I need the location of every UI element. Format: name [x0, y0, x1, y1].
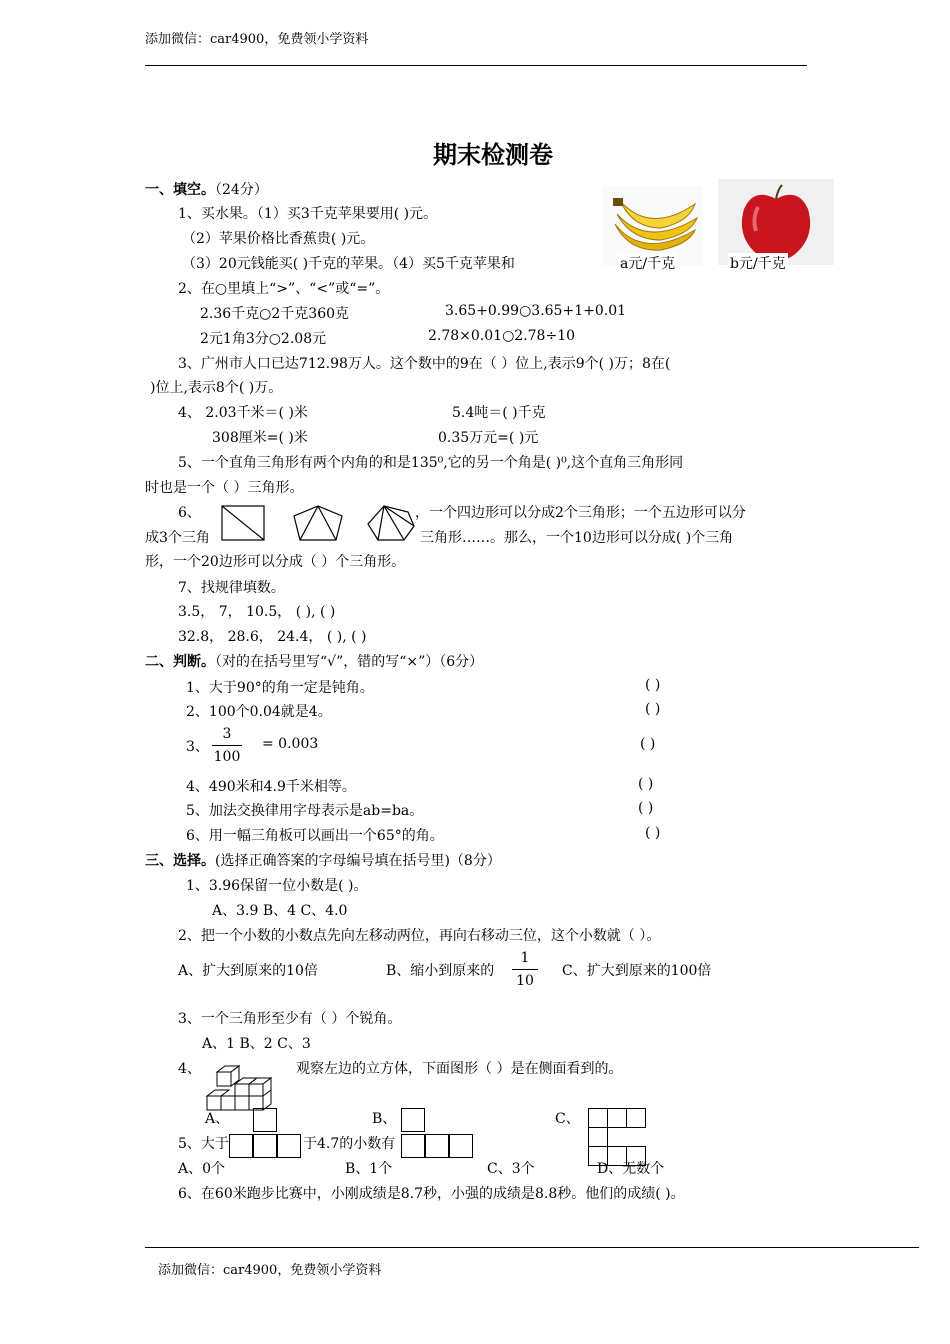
- choice-q2-option-b: B、缩小到原来的: [386, 963, 495, 979]
- choice-q4-option-c: C、: [555, 1111, 580, 1127]
- judge-paren-6[interactable]: ( ): [645, 825, 661, 841]
- q7-intro: 7、找规律填数。: [178, 580, 285, 596]
- q1-line2: （2）苹果价格比香蕉贵( )元。: [182, 231, 375, 247]
- judge-paren-4[interactable]: ( ): [638, 776, 654, 792]
- q2-intro: 2、在○里填上“>”、“<”或“=”。: [178, 281, 390, 297]
- q6-line2-rest: 三角形……。那么，一个10边形可以分成( )个三角: [420, 530, 734, 546]
- view-b-cell: [425, 1134, 449, 1158]
- fraction-numerator: 1: [520, 950, 530, 966]
- section2-heading-line: [145, 651, 483, 671]
- page-footer: 添加微信：car4900，免费领小学资料: [158, 1263, 382, 1278]
- q6-line1-rest: ，一个四边形可以分成2个三角形；一个五边形可以分: [415, 505, 746, 521]
- section2-heading: 二、判断。: [145, 654, 215, 670]
- section2-note: （对的在括号里写“√”，错的写“×”）（6分）: [215, 654, 484, 670]
- q2-d: 2.78×0.01○2.78÷10: [428, 328, 576, 344]
- q2-a: 2.36千克○2千克360克: [200, 306, 350, 322]
- choice-q5-rest: 于4.7的小数有: [303, 1136, 396, 1152]
- banana-price: a元/千克: [618, 253, 677, 273]
- q4-b: 5.4吨＝( )千克: [452, 405, 546, 421]
- q2-c: 2元1角3分○2.08元: [200, 331, 327, 347]
- judge-item-6: 6、用一幅三角板可以画出一个65°的角。: [186, 828, 444, 844]
- quadrilateral-figure: [222, 506, 264, 540]
- judge-paren-3[interactable]: ( ): [640, 736, 656, 752]
- view-b-cell: [401, 1108, 425, 1132]
- choice-q4-num: 4、: [178, 1061, 201, 1077]
- choice-q5-option-a: A、0个: [178, 1161, 226, 1177]
- choice-q4-option-a: A、: [205, 1111, 230, 1127]
- q3-line1: 3、广州市人口已达712.98万人。这个数中的9在（ ）位上,表示9个( )万；8在(: [178, 356, 671, 372]
- choice-q1-options: A、3.9 B、4 C、4.0: [212, 903, 348, 919]
- q6-line2-start: 成3个三角: [145, 530, 210, 546]
- judge-paren-2[interactable]: ( ): [645, 701, 661, 717]
- choice-q2-fraction: [512, 950, 538, 989]
- choice-q3-options: A、1 B、2 C、3: [202, 1036, 311, 1052]
- fraction-numerator: 3: [222, 726, 232, 742]
- footer-rule: [145, 1247, 919, 1248]
- polygon-figures: [218, 502, 418, 544]
- choice-q6: 6、在60米跑步比赛中，小刚成绩是8.7秒，小强的成绩是8.8秒。他们的成绩( )。: [178, 1186, 685, 1202]
- q5-line2: 时也是一个（ ）三角形。: [145, 480, 304, 496]
- judge-item-3-fraction: [212, 726, 242, 765]
- choice-q3: 3、一个三角形至少有（ ）个锐角。: [178, 1011, 402, 1027]
- view-c-cell: [607, 1108, 627, 1128]
- view-a-cell: [229, 1134, 253, 1158]
- fraction-denominator: 10: [516, 973, 534, 989]
- q4-a: 4、 2.03千米＝( )米: [178, 405, 308, 421]
- q3-line2: )位上,表示8个( )万。: [150, 380, 283, 396]
- choice-q5-option-c: C、3个: [487, 1161, 535, 1177]
- choice-q5-option-b: B、1个: [345, 1161, 393, 1177]
- q1-line3: （3）20元钱能买( )千克的苹果。（4）买5千克苹果和: [182, 256, 515, 272]
- view-a-cell: [277, 1134, 301, 1158]
- q7-a: 3.5， 7， 10.5， ( ), ( ): [178, 604, 336, 620]
- q6-num: 6、: [178, 505, 201, 521]
- choice-q5-start: 5、大于: [178, 1136, 229, 1152]
- view-c-cell: [626, 1108, 646, 1128]
- view-a-cell: [253, 1108, 277, 1132]
- page-title: 期末检测卷: [433, 140, 553, 169]
- choice-q4-text: 观察左边的立方体，下面图形（ ）是在侧面看到的。: [296, 1061, 623, 1077]
- fraction-bar: [212, 745, 242, 746]
- pentagon-figure: [294, 506, 342, 540]
- choice-q2-option-a: A、扩大到原来的10倍: [178, 963, 318, 979]
- judge-item-3-rhs: = 0.003: [262, 736, 319, 752]
- q4-c: 308厘米=( )米: [212, 430, 308, 446]
- q4-d: 0.35万元=( )元: [438, 430, 539, 446]
- judge-item-5: 5、加法交换律用字母表示是ab=ba。: [186, 803, 424, 819]
- judge-paren-5[interactable]: ( ): [638, 800, 654, 816]
- view-b-cell: [401, 1134, 425, 1158]
- choice-q5-option-d: D、无数个: [597, 1161, 665, 1177]
- choice-q2: 2、把一个小数的小数点先向左移动两位，再向右移动三位，这个小数就（ ）。: [178, 928, 661, 944]
- fraction-bar: [512, 969, 538, 970]
- judge-paren-1[interactable]: ( ): [645, 677, 661, 693]
- section1-heading: 一、填空。: [145, 182, 215, 198]
- hexagon-figure: [368, 506, 414, 540]
- fraction-denominator: 100: [213, 749, 241, 765]
- judge-item-3: 3、: [186, 739, 209, 755]
- judge-item-1: 1、大于90°的角一定是钝角。: [186, 680, 374, 696]
- section3-heading-line: [145, 850, 501, 870]
- section1-score: （24分）: [215, 182, 268, 198]
- view-b-cell: [449, 1134, 473, 1158]
- choice-q1: 1、3.96保留一位小数是( )。: [186, 878, 368, 894]
- judge-item-2: 2、100个0.04就是4。: [186, 704, 332, 720]
- q6-line3: 形，一个20边形可以分成（ ）个三角形。: [145, 554, 406, 570]
- view-c-cell: [588, 1127, 608, 1147]
- page-header: 添加微信：car4900，免费领小学资料: [145, 32, 369, 47]
- section3-note: (选择正确答案的字母编号填在括号里)（8分）: [215, 853, 501, 869]
- choice-q2-option-c: C、扩大到原来的100倍: [562, 963, 712, 979]
- header-rule: [145, 65, 807, 66]
- apple-price: b元/千克: [728, 253, 788, 273]
- q7-b: 32.8， 28.6， 24.4， ( ), ( ): [178, 629, 367, 645]
- section1-heading-line: [145, 179, 268, 199]
- section3-heading: 三、选择。: [145, 853, 215, 869]
- choice-q4-option-b: B、: [372, 1111, 397, 1127]
- view-a-cell: [253, 1134, 277, 1158]
- judge-item-4: 4、490米和4.9千米相等。: [186, 779, 356, 795]
- q2-b: 3.65+0.99○3.65+1+0.01: [445, 303, 627, 319]
- view-c-cell: [588, 1108, 608, 1128]
- q5-line1: 5、一个直角三角形有两个内角的和是135⁰,它的另一个角是( )⁰,这个直角三角形同: [178, 455, 684, 471]
- cube-stack-figure: [205, 1062, 281, 1114]
- q1-line1: 1、买水果。（1）买3千克苹果要用( )元。: [178, 206, 438, 222]
